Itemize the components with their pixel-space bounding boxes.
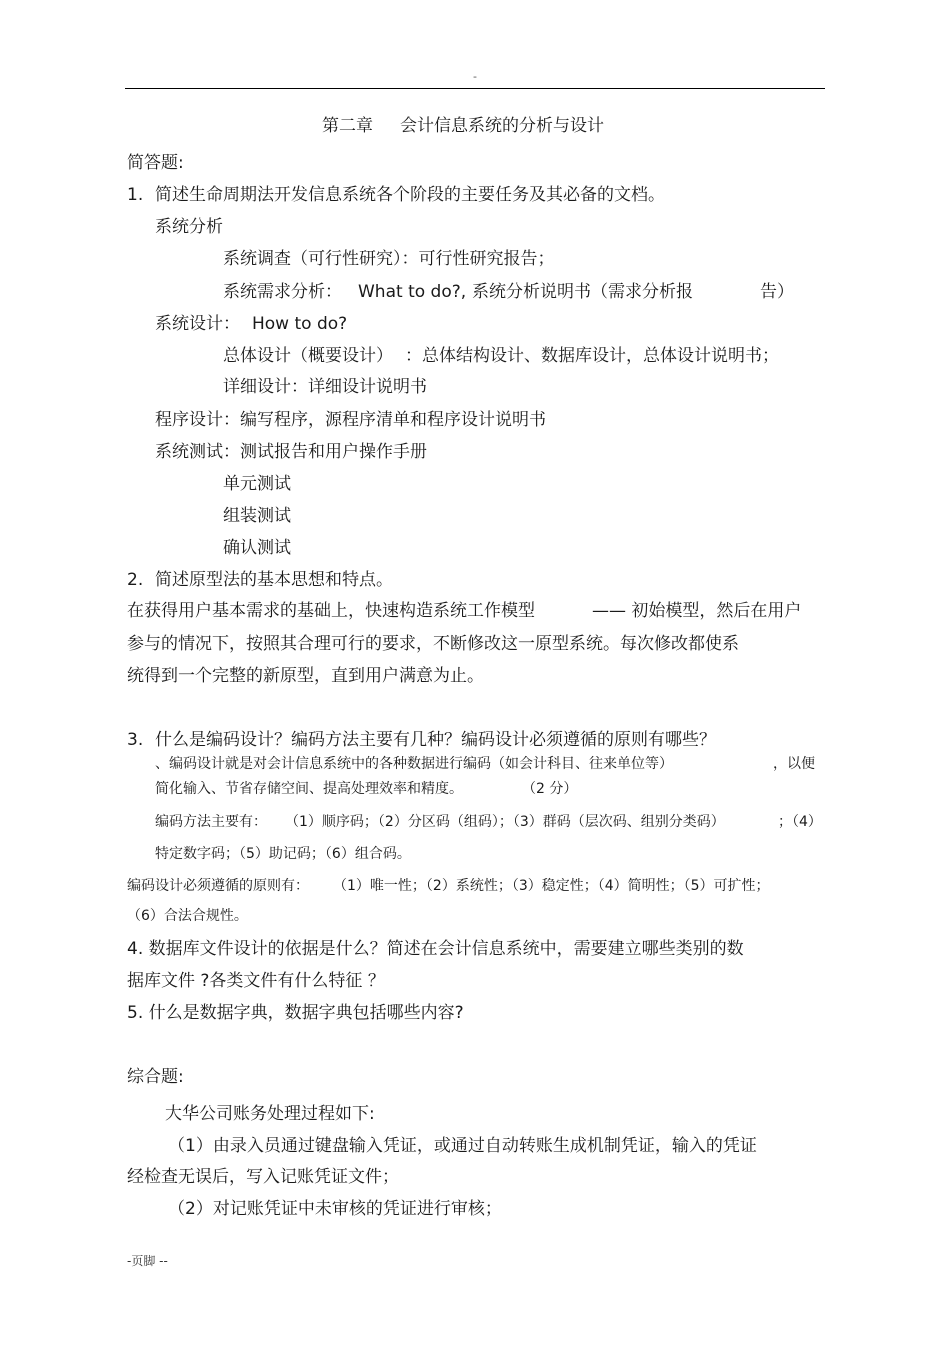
q1-test: 系统测试：测试报告和用户操作手册	[155, 442, 427, 462]
chapter-title: 会计信息系统的分析与设计	[400, 116, 604, 136]
comprehensive-item1-line2: 经检查无误后，写入记账凭证文件；	[127, 1167, 399, 1187]
header-rule	[125, 88, 825, 89]
q1-design-label: 系统设计：	[155, 314, 240, 334]
q3-methods-list-end: ；（4）	[778, 814, 822, 830]
q1-survey: 系统调查（可行性研究）：可行性研究报告；	[223, 249, 555, 269]
q3-answer-score: （2 分）	[522, 781, 578, 797]
q3-answer-line2a: 简化输入、节省存储空间、提高处理效率和精度。	[155, 781, 463, 797]
comprehensive-item2: （2）对记账凭证中未审核的凭证进行审核；	[168, 1199, 502, 1219]
q3-principles-list: （1）唯一性；（2）系统性；（3）稳定性；（4）简明性；（5）可扩性；	[333, 878, 770, 894]
q4-line2: 据库文件 ?各类文件有什么特征 ？	[127, 971, 385, 991]
q1-overall-text: ：总体结构设计、数据库设计，总体设计说明书；	[405, 346, 779, 366]
q4-line1: 4. 数据库文件设计的依据是什么？简述在会计信息系统中，需要建立哪些类别的数	[127, 939, 744, 959]
q5-line1: 5. 什么是数据字典，数据字典包括哪些内容?	[127, 1003, 464, 1023]
q2-number: 2.	[127, 570, 144, 590]
q1-req-what: What to do?,	[358, 282, 467, 302]
q1-req-doc-end: 告）	[760, 282, 794, 302]
comprehensive-intro: 大华公司账务处理过程如下:	[165, 1104, 375, 1124]
q1-text: 简述生命周期法开发信息系统各个阶段的主要任务及其必备的文档。	[155, 185, 665, 205]
q2-answer-line2: 参与的情况下，按照其合理可行的要求，不断修改这一原型系统。每次修改都使系	[127, 634, 739, 654]
page-footer: -页脚 --	[127, 1254, 168, 1268]
q3-methods-label: 编码方法主要有：	[155, 814, 267, 830]
q1-req-doc: 系统分析说明书（需求分析报	[472, 282, 693, 302]
q1-unit-test: 单元测试	[223, 474, 291, 494]
q3-methods-line2: 特定数字码；（5）助记码；（6）组合码。	[155, 846, 411, 862]
q1-detail: 详细设计：详细设计说明书	[223, 377, 427, 397]
q3-methods-list: （1）顺序码；（2）分区码（组码）；（3）群码（层次码、组别分类码）	[285, 814, 725, 830]
q1-assembly-test: 组装测试	[223, 506, 291, 526]
q2-text: 简述原型法的基本思想和特点。	[155, 570, 393, 590]
comprehensive-item1-line1: （1）由录入员通过键盘输入凭证，或通过自动转账生成机制凭证，输入的凭证	[168, 1136, 757, 1156]
q1-overall-label: 总体设计（概要设计）	[223, 346, 393, 366]
q3-answer-line1b: ，以便	[773, 756, 815, 772]
q1-analysis: 系统分析	[155, 217, 223, 237]
q1-confirm-test: 确认测试	[223, 538, 291, 558]
q2-answer-line1a: 在获得用户基本需求的基础上，快速构造系统工作模型	[127, 601, 535, 621]
q1-number: 1.	[127, 185, 144, 205]
q2-answer-line3: 统得到一个完整的新原型，直到用户满意为止。	[127, 666, 484, 686]
q1-design-how: How to do?	[252, 314, 348, 334]
q1-program: 程序设计：编写程序，源程序清单和程序设计说明书	[155, 410, 546, 430]
q3-answer-line1a: 、编码设计就是对会计信息系统中的各种数据进行编码（如会计科目、往来单位等）	[155, 756, 673, 772]
q1-req-label: 系统需求分析：	[223, 282, 342, 302]
q3-number: 3.	[127, 730, 144, 750]
header-mark: -	[473, 70, 477, 83]
q3-principles-line2: （6）合法合规性。	[127, 908, 248, 924]
q3-principles-label: 编码设计必须遵循的原则有：	[127, 878, 309, 894]
q3-text: 什么是编码设计？编码方法主要有几种？编码设计必须遵循的原则有哪些？	[155, 730, 716, 750]
q2-answer-line1b: —— 初始模型，然后在用户	[592, 601, 802, 621]
comprehensive-heading: 综合题:	[127, 1067, 184, 1087]
short-answer-heading: 简答题:	[127, 153, 184, 173]
chapter-label: 第二章	[322, 116, 373, 136]
